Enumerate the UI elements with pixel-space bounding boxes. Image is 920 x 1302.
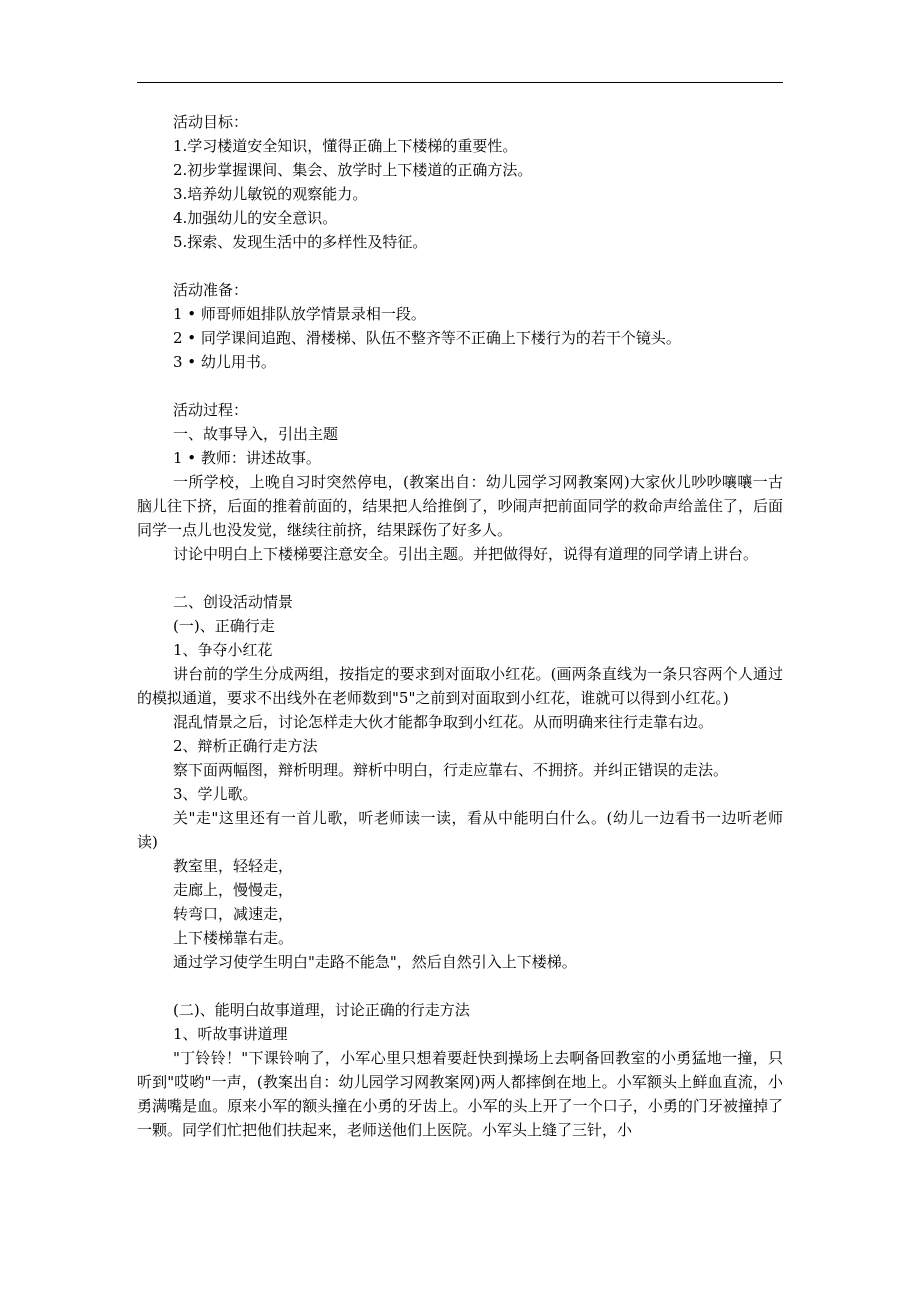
document-body	[137, 110, 783, 1142]
rhyme-line: 走廊上，慢慢走，	[173, 881, 294, 899]
goals-heading: 活动目标：	[173, 113, 249, 131]
step1-paragraph: 讲台前的学生分成两组，按指定的要求到对面取小红花。(画两条直线为一条只容两个人通过的模拟通道，要求不出线外在老师数到"5"之前到对面取到小红花，谁就可以得到小红花。)	[137, 665, 783, 707]
rhyme-line: 上下楼梯靠右走。	[173, 929, 294, 947]
step3-paragraph: 关"走"这里还有一首儿歌，听老师读一读，看从中能明白什么。(幼儿一边看书一边听老师读)	[137, 809, 783, 851]
part2-title: 二、创设活动情景	[173, 593, 294, 611]
step3-title: 3、学儿歌。	[173, 785, 258, 803]
sub2-title: (二)、能明白故事道理，讨论正确的行走方法	[173, 1001, 470, 1019]
step2-text: 察下面两幅图，辩析明理。辩析中明白，行走应靠右、不拥挤。并纠正错误的走法。	[173, 761, 729, 779]
header-rule	[137, 82, 783, 83]
story2-paragraph: "丁铃铃！"下课铃响了，小军心里只想着要赶快到操场上去啊备回教室的小勇猛地一撞，只听到"哎哟"一声，(教案出自：幼儿园学习网教案网)两人都摔倒在地上。小军额头上鲜血直流，小勇满嘴是血。原来小军的额头撞在小勇的牙齿上。小军的头上开了一个口子，小勇的门牙被撞掉了一颗。同学们忙把他们扶起来，老师送他们上医院。小军头上缝了三针，小	[137, 1049, 783, 1139]
prep-heading: 活动准备：	[173, 281, 249, 299]
goal-item: 2.初步掌握课间、集会、放学时上下楼道的正确方法。	[173, 161, 533, 179]
step1-title: 1、争夺小红花	[173, 641, 273, 659]
goal-item: 5.探索、发现生活中的多样性及特征。	[173, 233, 428, 251]
prep-item: 3 • 幼儿用书。	[173, 353, 276, 371]
goal-item: 3.培养幼儿敏锐的观察能力。	[173, 185, 368, 203]
step2-title: 2、辩析正确行走方法	[173, 737, 318, 755]
story-paragraph: 一所学校，上晚自习时突然停电，(教案出自：幼儿园学习网教案网)大家伙儿吵吵嚷嚷一古脑儿往下挤，后面的推着前面的，结果把人给推倒了，吵闹声把前面同学的救命声给盖住了，后面同学一点儿也没发觉，继续往前挤，结果踩伤了好多人。	[137, 473, 783, 539]
prep-item: 2 • 同学课间追跑、滑楼梯、队伍不整齐等不正确上下楼行为的若干个镜头。	[173, 329, 681, 347]
part1-item: 1 • 教师：讲述故事。	[173, 449, 321, 467]
step1-after: 混乱情景之后，讨论怎样走大伙才能都争取到小红花。从而明确来往行走靠右边。	[173, 713, 714, 731]
rhyme-after: 通过学习使学生明白"走路不能急"，然后自然引入上下楼梯。	[173, 953, 577, 971]
sub2-step1: 1、听故事讲道理	[173, 1025, 288, 1043]
part1-title: 一、故事导入，引出主题	[173, 425, 339, 443]
discuss-line: 讨论中明白上下楼梯要注意安全。引出主题。并把做得好，说得有道理的同学请上讲台。	[173, 545, 759, 563]
rhyme-line: 教室里，轻轻走，	[173, 857, 294, 875]
goal-item: 4.加强幼儿的安全意识。	[173, 209, 338, 227]
rhyme-line: 转弯口，减速走，	[173, 905, 294, 923]
prep-item: 1 • 师哥师姐排队放学情景录相一段。	[173, 305, 426, 323]
sub1-title: (一)、正确行走	[173, 617, 275, 635]
process-heading: 活动过程：	[173, 401, 249, 419]
goal-item: 1.学习楼道安全知识，懂得正确上下楼梯的重要性。	[173, 137, 518, 155]
